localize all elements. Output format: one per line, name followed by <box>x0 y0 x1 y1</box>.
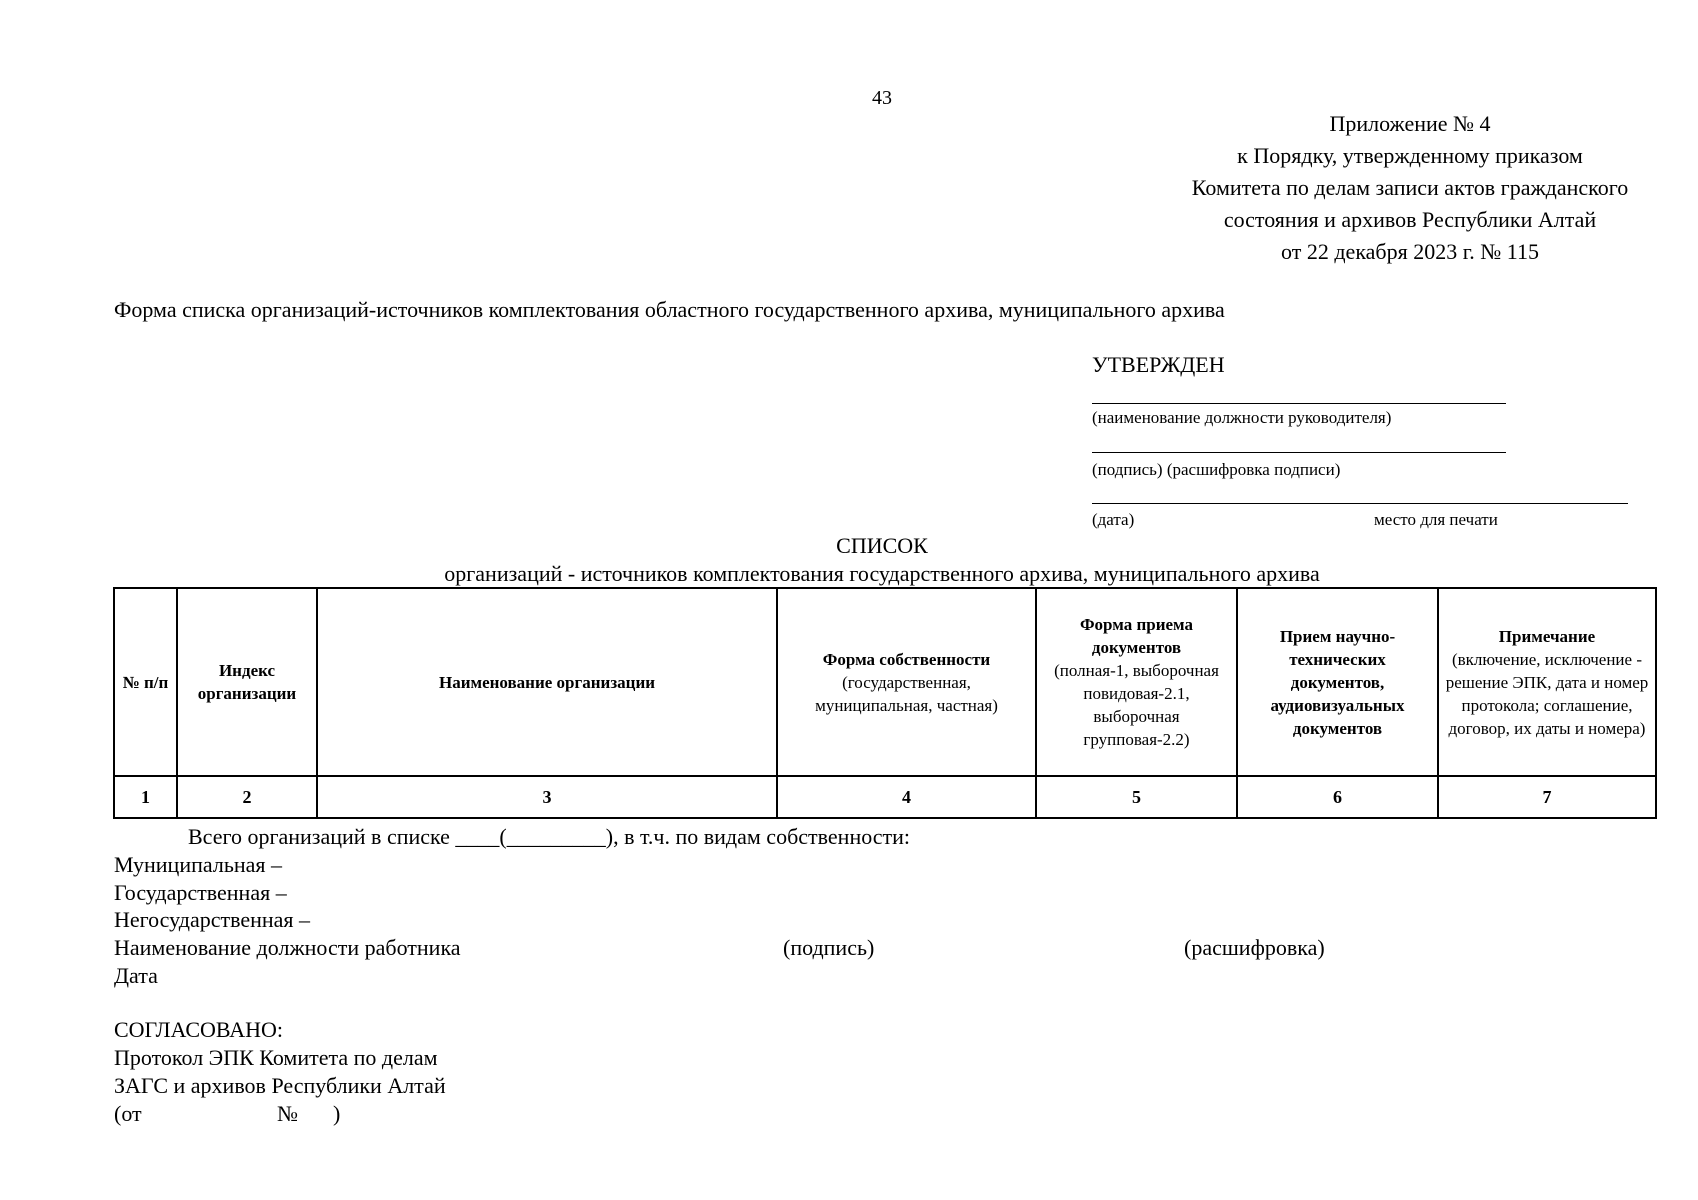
protocol-number-sign: № <box>277 1101 298 1126</box>
appendix-line: Приложение № 4 <box>1329 111 1491 136</box>
approval-heading: УТВЕРЖДЕН <box>1092 352 1225 377</box>
appendix-line: Комитета по делам записи актов гражданского <box>1191 175 1629 200</box>
header-technical-docs: Прием научно-технических документов, аудиовизуальных документов <box>1237 588 1438 776</box>
protocol-from: (от <box>114 1101 142 1126</box>
agreed-heading: СОГЛАСОВАНО: <box>114 1017 283 1042</box>
table-row <box>114 776 1656 818</box>
header-number: № п/п <box>114 588 177 776</box>
header-acceptance-form: Форма приема документов (полная-1, выборочная повидовая-2.1, выборочная групповая-2.2) <box>1036 588 1237 776</box>
appendix-line: состояния и архивов Республики Алтай <box>1223 207 1597 232</box>
ownership-line: Государственная – <box>114 880 287 905</box>
list-title: СПИСОК <box>836 533 928 558</box>
appendix-line: к Порядку, утвержденному приказом <box>1237 143 1583 168</box>
column-number-cell: 2 <box>177 776 317 818</box>
column-number-cell: 4 <box>777 776 1036 818</box>
worker-position: Наименование должности работника <box>114 935 461 960</box>
position-line <box>1092 403 1506 404</box>
decoding-label: (расшифровка) <box>1184 935 1325 960</box>
protocol-close: ) <box>333 1101 341 1126</box>
ownership-line: Муниципальная – <box>114 852 283 877</box>
header-note: Примечание (включение, исключение - решение ЭПК, дата и номер протокола; соглашение, договор, их даты и номера) <box>1438 588 1656 776</box>
date-label: Дата <box>114 963 158 988</box>
signature-line <box>1092 452 1506 453</box>
header-ownership: Форма собственности (государственная, муниципальная, частная) <box>777 588 1036 776</box>
appendix-line: от 22 декабря 2023 г. № 115 <box>1281 239 1539 264</box>
header-org-name: Наименование организации <box>317 588 777 776</box>
list-subtitle: организаций - источников комплектования государственного архива, муниципального архива <box>444 561 1320 586</box>
signature-label: (подпись) <box>783 935 875 960</box>
column-number-cell: 7 <box>1438 776 1656 818</box>
form-title: Форма списка организаций-источников комплектования областного государственного архива, муниципального архива <box>114 297 1225 322</box>
header-index: Индекс организации <box>177 588 317 776</box>
date-caption: (дата) <box>1092 510 1135 529</box>
date-line <box>1092 503 1628 504</box>
column-number-cell: 1 <box>114 776 177 818</box>
page-number: 43 <box>872 87 892 109</box>
signature-caption: (подпись) (расшифровка подписи) <box>1092 460 1341 479</box>
agreed-line: Протокол ЭПК Комитета по делам <box>114 1045 438 1070</box>
table-header-row <box>114 588 1656 776</box>
total-line: Всего организаций в списке ____(_________), в т.ч. по видам собственности: <box>188 824 911 849</box>
agreed-line: ЗАГС и архивов Республики Алтай <box>114 1073 446 1098</box>
column-number-cell: 6 <box>1237 776 1438 818</box>
position-caption: (наименование должности руководителя) <box>1092 408 1392 427</box>
column-number-cell: 5 <box>1036 776 1237 818</box>
column-number-cell: 3 <box>317 776 777 818</box>
organizations-table <box>113 587 1657 819</box>
stamp-caption: место для печати <box>1374 510 1498 529</box>
ownership-line: Негосударственная – <box>114 907 311 932</box>
